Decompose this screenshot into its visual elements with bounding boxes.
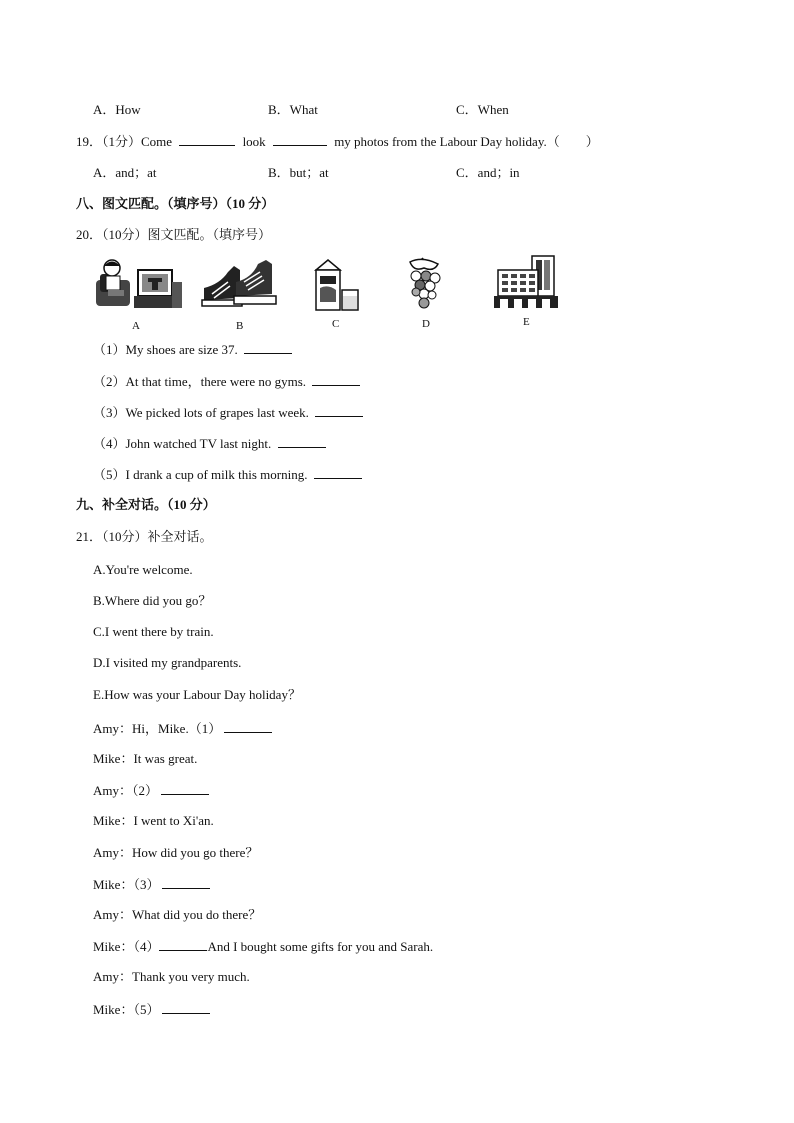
dialogue-text: （2）: [132, 783, 159, 798]
dialogue-line: [93, 845, 258, 861]
picture-label-d: D: [422, 318, 430, 330]
dialogue-line: [93, 969, 250, 985]
dialogue-text: I went to Xi'an.: [133, 813, 214, 828]
dialogue-text: （5）: [133, 1002, 160, 1017]
answer-blank[interactable]: [314, 466, 362, 479]
speaker-name: Amy：: [93, 721, 133, 736]
q18-option-a: A．How: [93, 102, 141, 117]
dialogue-text: Thank you very much.: [132, 969, 250, 984]
q21-stem: 21．（10分）补全对话。: [76, 529, 213, 544]
q19-prefix: 19．（1分）Come: [76, 134, 173, 149]
dialogue-line: [93, 1001, 210, 1018]
q20-item-text: （1）My shoes are size 37.: [93, 342, 238, 357]
speaker-name: Mike：: [93, 813, 134, 828]
q19-option-a: A．and；at: [93, 165, 157, 180]
dialogue-text: （3）: [133, 877, 160, 892]
speaker-name: Amy：: [93, 907, 133, 922]
answer-blank[interactable]: [179, 133, 235, 146]
picture-label-b: B: [236, 320, 244, 332]
answer-blank[interactable]: [312, 373, 360, 386]
speaker-name: Amy：: [93, 845, 133, 860]
q19-mid: look: [242, 134, 266, 149]
speaker-name: Mike：: [93, 877, 134, 892]
answer-blank[interactable]: [224, 720, 272, 733]
q19-option-b: B．but；at: [268, 165, 329, 180]
speaker-name: Mike：: [93, 1002, 134, 1017]
sneakers-icon: [200, 258, 280, 310]
choice-item: C.I went there by train.: [93, 624, 214, 639]
q20-item: [93, 341, 292, 358]
choice-item: D.I visited my grandparents.: [93, 655, 242, 670]
section-8-title: 八、图文匹配。（填序号）（10 分）: [76, 196, 275, 211]
dialogue-tail: And I bought some gifts for you and Sarah.: [207, 939, 434, 954]
dialogue-text: Hi，Mike.（1）: [132, 721, 222, 736]
q19-suffix: my photos from the Labour Day holiday.（ ）: [334, 134, 599, 149]
dialogue-text: It was great.: [133, 751, 198, 766]
boy-watching-tv-icon: [94, 258, 184, 310]
q20-item-text: （4）John watched TV last night.: [93, 436, 272, 451]
answer-blank[interactable]: [161, 782, 209, 795]
q18-option-c: C．When: [456, 102, 509, 117]
dialogue-line: [93, 938, 433, 955]
answer-blank[interactable]: [315, 404, 363, 417]
q20-item-text: （5）I drank a cup of milk this morning.: [93, 467, 308, 482]
answer-blank[interactable]: [278, 435, 326, 448]
q20-item-text: （3）We picked lots of grapes last week.: [93, 405, 309, 420]
q20-stem: 20．（10分）图文匹配。（填序号）: [76, 227, 272, 242]
building-icon: [492, 252, 562, 310]
answer-blank[interactable]: [159, 938, 207, 951]
q19-stem: [76, 133, 599, 150]
speaker-name: Amy：: [93, 783, 133, 798]
answer-blank[interactable]: [273, 133, 327, 146]
dialogue-line: [93, 720, 272, 737]
picture-label-e: E: [523, 316, 530, 328]
dialogue-line: [93, 907, 261, 923]
choice-item: B.Where did you go？: [93, 593, 212, 608]
q18-option-b: B．What: [268, 102, 318, 117]
picture-label-a: A: [132, 320, 140, 332]
speaker-name: Mike：: [93, 939, 134, 954]
picture-label-c: C: [332, 318, 340, 330]
q20-item: [93, 435, 326, 452]
dialogue-text: （4）: [133, 939, 160, 954]
speaker-name: Amy：: [93, 969, 133, 984]
choice-item: A.You're welcome.: [93, 562, 193, 577]
q20-item: [93, 466, 362, 483]
q19-option-c: C．and；in: [456, 165, 520, 180]
q20-item: [93, 404, 363, 421]
answer-blank[interactable]: [244, 341, 292, 354]
dialogue-line: [93, 782, 209, 799]
grapes-icon: [404, 256, 446, 314]
answer-blank[interactable]: [162, 1001, 210, 1014]
milk-carton-glass-icon: [312, 258, 364, 314]
q20-item-text: （2）At that time，there were no gyms.: [93, 374, 307, 389]
speaker-name: Mike：: [93, 751, 134, 766]
dialogue-line: [93, 751, 197, 767]
dialogue-text: How did you go there？: [132, 845, 259, 860]
choice-item: E.How was your Labour Day holiday？: [93, 687, 301, 702]
dialogue-line: [93, 876, 210, 893]
q20-item: [93, 373, 360, 390]
section-9-title: 九、补全对话。（10 分）: [76, 497, 216, 512]
dialogue-line: [93, 813, 214, 829]
answer-blank[interactable]: [162, 876, 210, 889]
dialogue-text: What did you do there？: [132, 907, 262, 922]
